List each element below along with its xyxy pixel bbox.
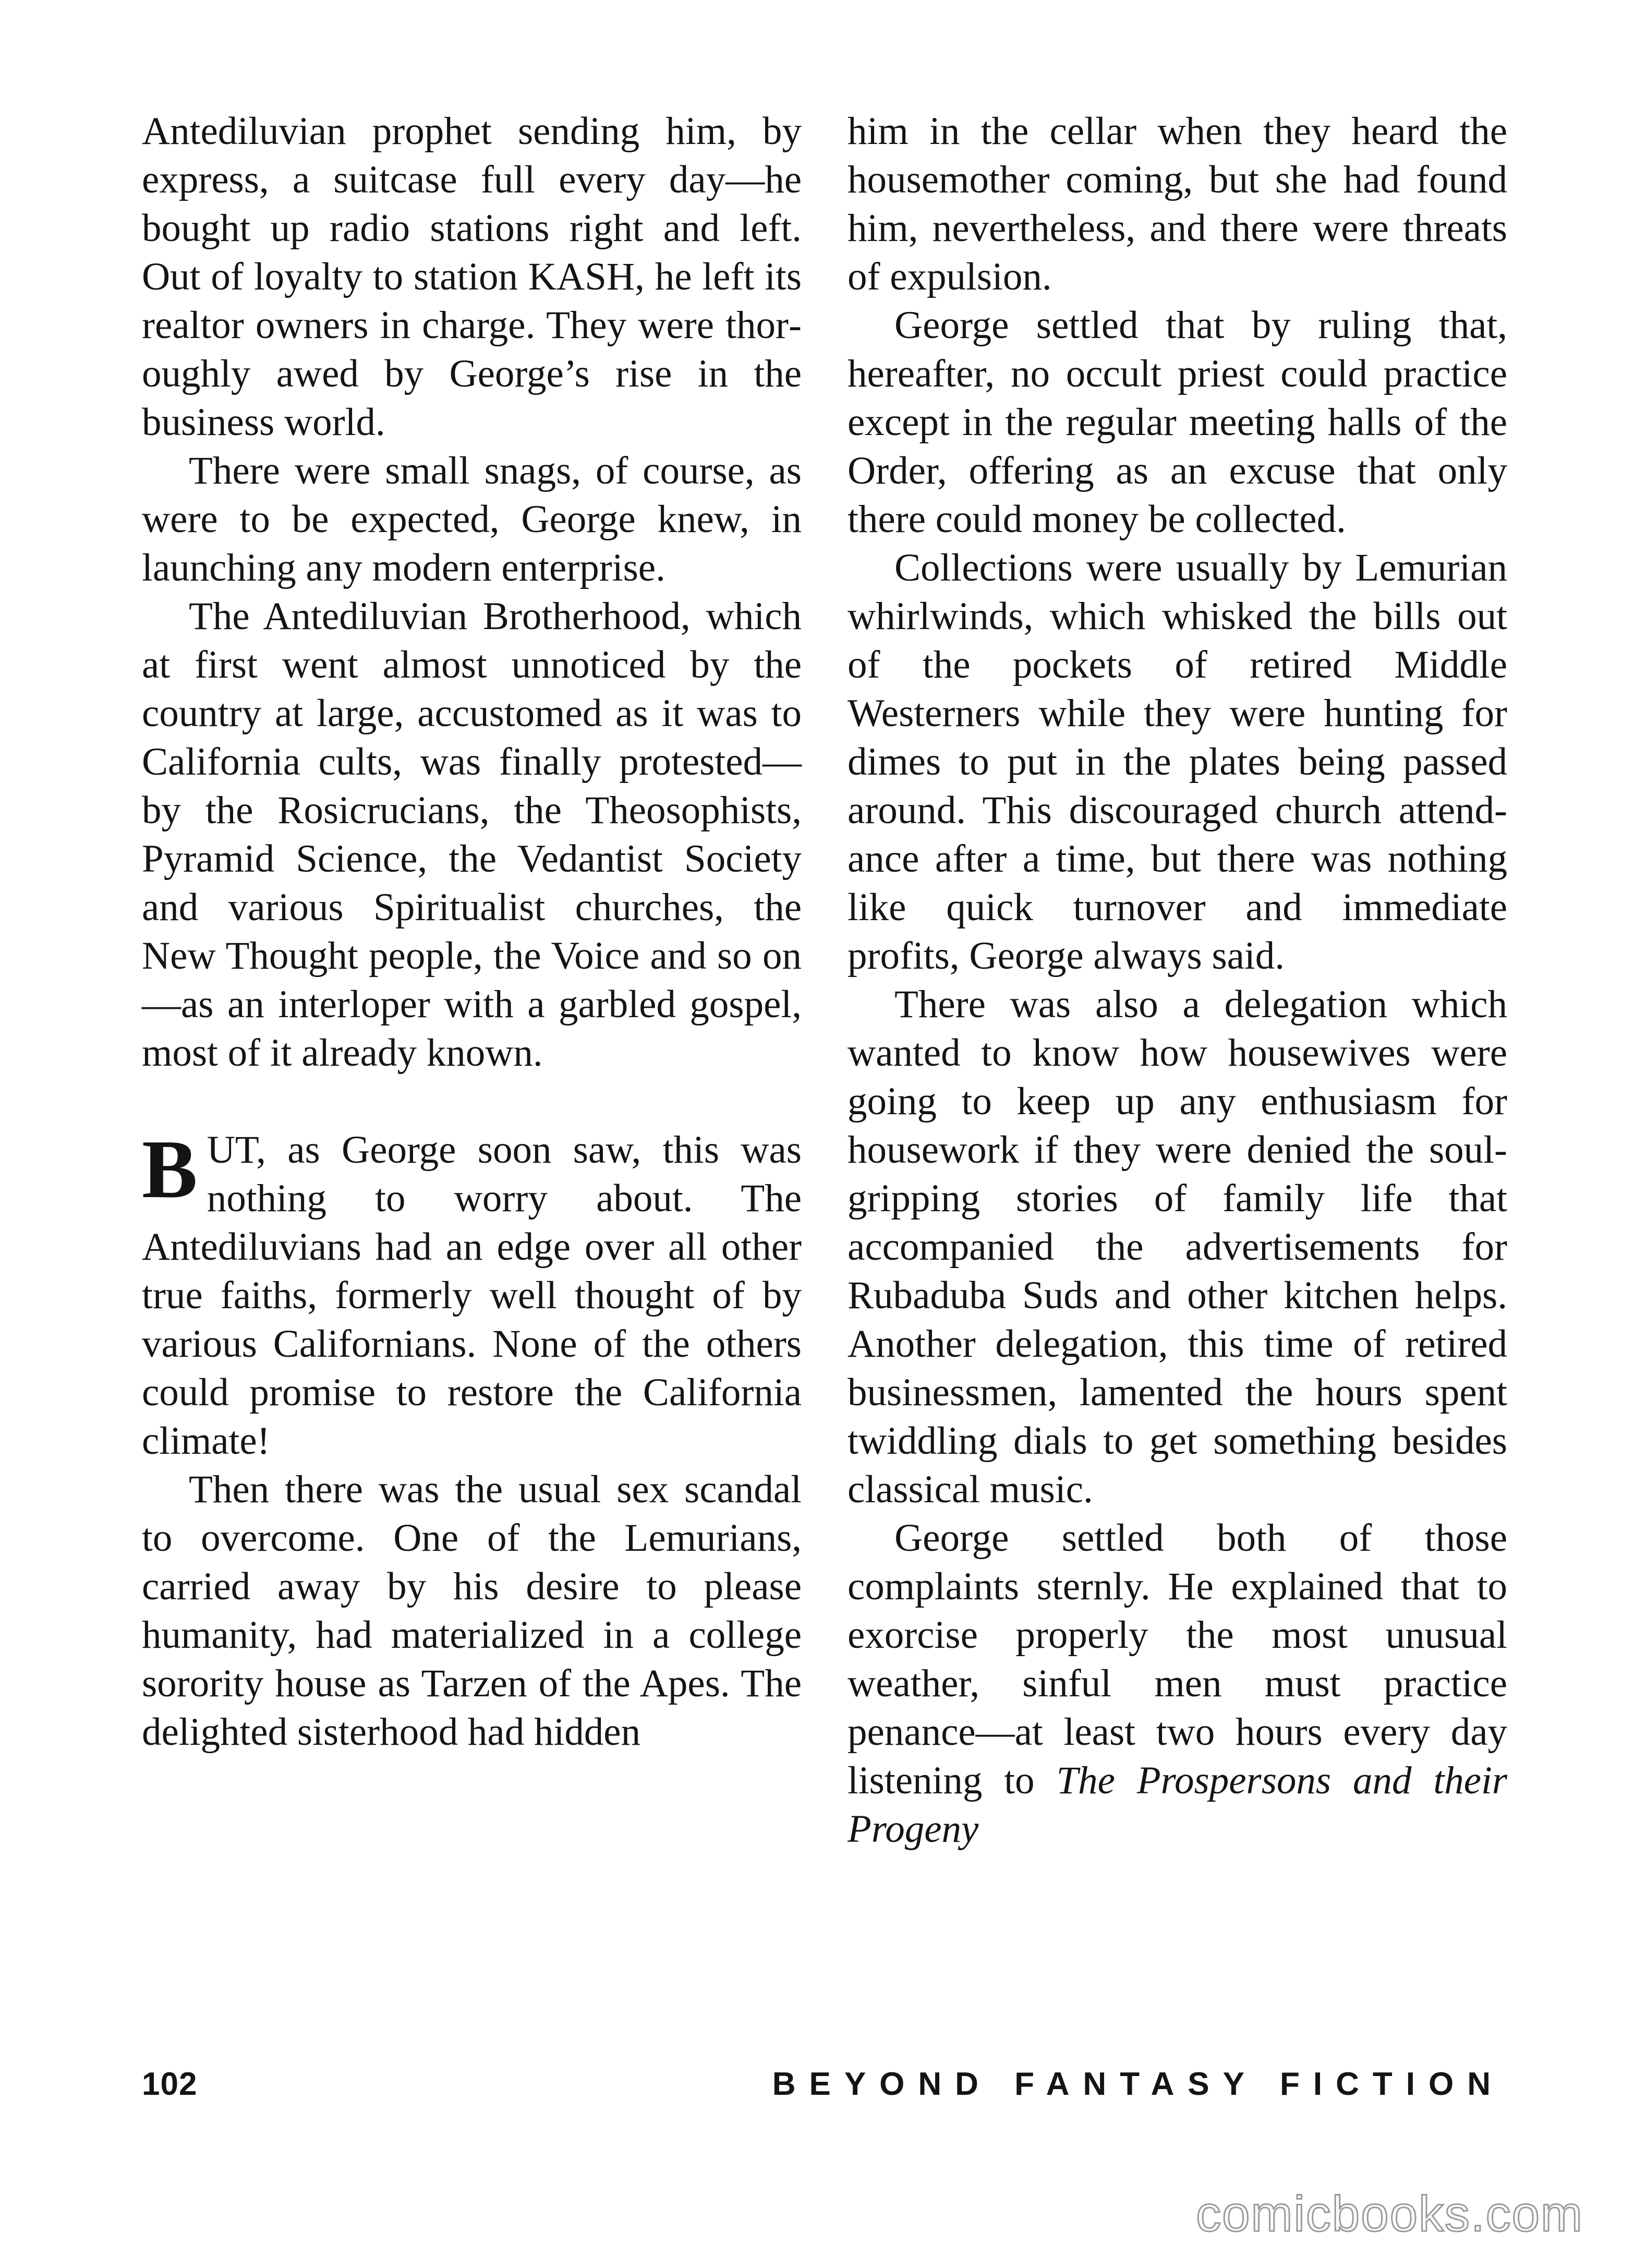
page-footer [142,2066,1504,2107]
paragraph: Collections were usually by Lemurian whirlwinds, which whisked the bills out of the pockets of retired Middle Westerners while they were hunting for dimes to put in the plates being passed around. This discouraged church attendance after a time, but there was nothing like quick turnover and immediate profits, George always said. [848,546,1507,978]
drop-cap: B [142,1123,198,1215]
paragraph: George settled that by ruling that, hereafter, no occult priest could practice except in the regular meeting halls of the Order, offering as an excuse that only there could money be collected. [848,304,1507,541]
paragraph: Then there was the usual sex scandal to overcome. One of the Lemurians, carried away by his desire to please humanity, had materialized in a college sorority house as Tarzen of the Apes. The delighted sisterhood had hidden [142,1468,802,1754]
paragraph [848,1514,1507,1853]
right-column [848,107,1507,1853]
paragraph: There were small snags, of course, as were to be expected, George knew, in launching any modern enterprise. [142,449,802,589]
page-number: 102 [142,2066,198,2102]
left-column [142,107,802,1756]
italic-title: The Prospersons and their Progeny [848,1759,1508,1851]
magazine-title: BEYOND FANTASY FICTION [772,2066,1504,2102]
paragraph: him in the cellar when they heard the housemother coming, but she had found him, nevertheless, and there were threats of expulsion. [848,110,1507,298]
watermark: comicbooks.com [1196,2186,1583,2242]
paragraph-text: George settled both of those complaints sternly. He explained that to exorcise properly the most unusual weather, sinful men must practice penance—at least two hours every day listening to [848,1516,1507,1802]
paragraph: There was also a delegation which wanted to know how housewives were going to keep up any enthusiasm for housework if they were denied the soul-gripping stories of family life that accompanied the advertisements for Rubaduba Suds and other kitchen helps. Another delegation, this time of retired businessmen, lamented the hours spent twiddling dials to get something besides classical music. [848,983,1507,1511]
paragraph-text: UT, as George soon saw, this was nothing to worry about. The Antediluvians had an edge over all other true faiths, formerly well thought of by various Californians. None of the others could promise to restore the California climate! [142,1128,802,1463]
section-opening-paragraph [142,1123,802,1465]
paragraph: The Antediluvian Brotherhood, which at first went almost unnoticed by the country at large, accustomed as it was to California cults, was finally protested—by the Rosicrucians, the Theosophists, Pyramid Science, the Vedantist Society and various Spiritualist churches, the New Thought people, the Voice and so on—as an interloper with a garbled gospel, most of it already known. [142,595,802,1075]
paragraph: Antediluvian prophet sending him, by express, a suitcase full every day—he bought up radio stations right and left. Out of loyalty to station KASH, he left its realtor owners in charge. They were thoroughly awed by George’s rise in the business world. [142,110,802,444]
